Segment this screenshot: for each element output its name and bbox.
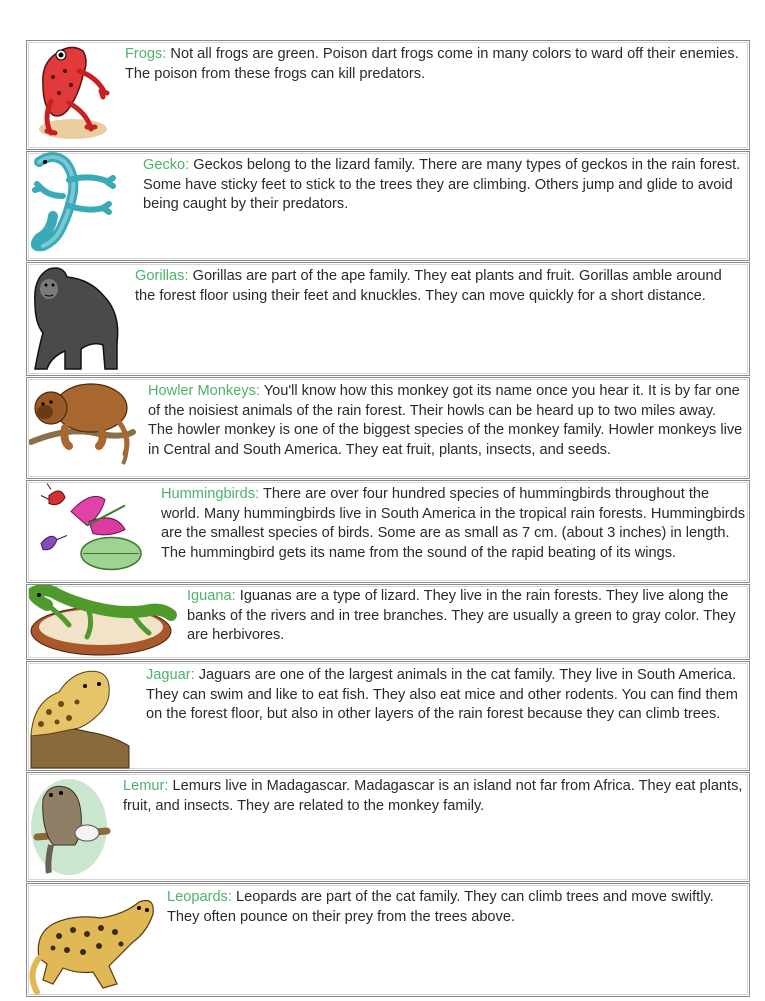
animal-description [148,382,745,460]
animal-text: Jaguars are one of the largest animals in the cat family. They live in South America. They can swim and like to eat fish. They also eat mice and other rodents. You can find them on the forest floor, but also in other layers of the rain forest because they can climb trees. [146,667,738,722]
hummingbird-illustration [31,481,147,582]
animal-text: Iguanas are a type of lizard. They live in the rain forests. They live along the banks of the rivers and in tree branches. They are usually a green to gray color. They are herbivores. [187,588,736,643]
animal-description [161,485,745,563]
jaguar-illustration [29,662,137,770]
table-row [26,40,750,150]
animal-description [187,587,745,646]
animal-name: Howler Monkeys: [148,383,260,399]
animal-name: Iguana: [187,588,236,604]
table-row [26,584,750,660]
animal-name: Hummingbirds: [161,486,260,502]
table-row [26,262,750,376]
animal-text: There are over four hundred species of hummingbirds throughout the world. Many hummingbirds live in South America in the tropical rain forests. Hummingbirds are the smallest species of birds. Some are as small as 7 cm. (about 3 inches) in length. The hummingbird gets its name from the sound of the rapid beating of its wings. [161,486,745,561]
table-row [26,377,750,479]
table-row [26,480,750,583]
howler-monkey-illustration [29,378,137,478]
poison-dart-frog-illustration [31,41,117,149]
table-row [26,661,750,771]
table-row [26,883,750,997]
animal-description [135,267,745,306]
animal-description [167,888,745,927]
animal-description [123,777,745,816]
gorilla-illustration [29,263,125,375]
animal-name: Frogs: [125,46,167,62]
animal-description [143,156,745,215]
animal-text: Geckos belong to the lizard family. There are many types of geckos in the rain forest. Some have sticky feet to stick to the trees they are climbing. Others jump and glide to avoid being caught by their predators. [143,157,741,212]
animal-description [125,45,745,84]
table-row [26,151,750,261]
animal-name: Gecko: [143,157,190,173]
animal-description [146,666,745,725]
animal-name: Gorillas: [135,268,189,284]
animal-text: Gorillas are part of the ape family. They eat plants and fruit. Gorillas amble around the forest floor using their feet and knuckles. They can move quickly for a short distance. [135,268,722,304]
leopard-illustration [29,884,157,996]
gecko-illustration [29,152,133,260]
animal-name: Lemur: [123,778,169,794]
iguana-illustration [29,585,177,659]
lemur-illustration [29,773,113,881]
table-row [26,772,750,882]
animal-text: Leopards are part of the cat family. They can climb trees and move swiftly. They often pounce on their prey from the trees above. [167,889,714,925]
animal-text: Lemurs live in Madagascar. Madagascar is an island not far from Africa. They eat plants, fruit, and insects. They are related to the monkey family. [123,778,743,814]
animal-text: You'll know how this monkey got its name once you hear it. It is by far one of the noisiest animals of the rain forest. Their howls can be heard up to two miles away. The howler monkey is one of the biggest species of the monkey family. Howler monkeys live in Central and South America. They eat fruit, plants, insects, and seeds. [148,383,743,458]
animal-text: Not all frogs are green. Poison dart frogs come in many colors to ward off their enemies. The poison from these frogs can kill predators. [125,46,739,82]
animal-name: Jaguar: [146,667,195,683]
animal-name: Leopards: [167,889,232,905]
